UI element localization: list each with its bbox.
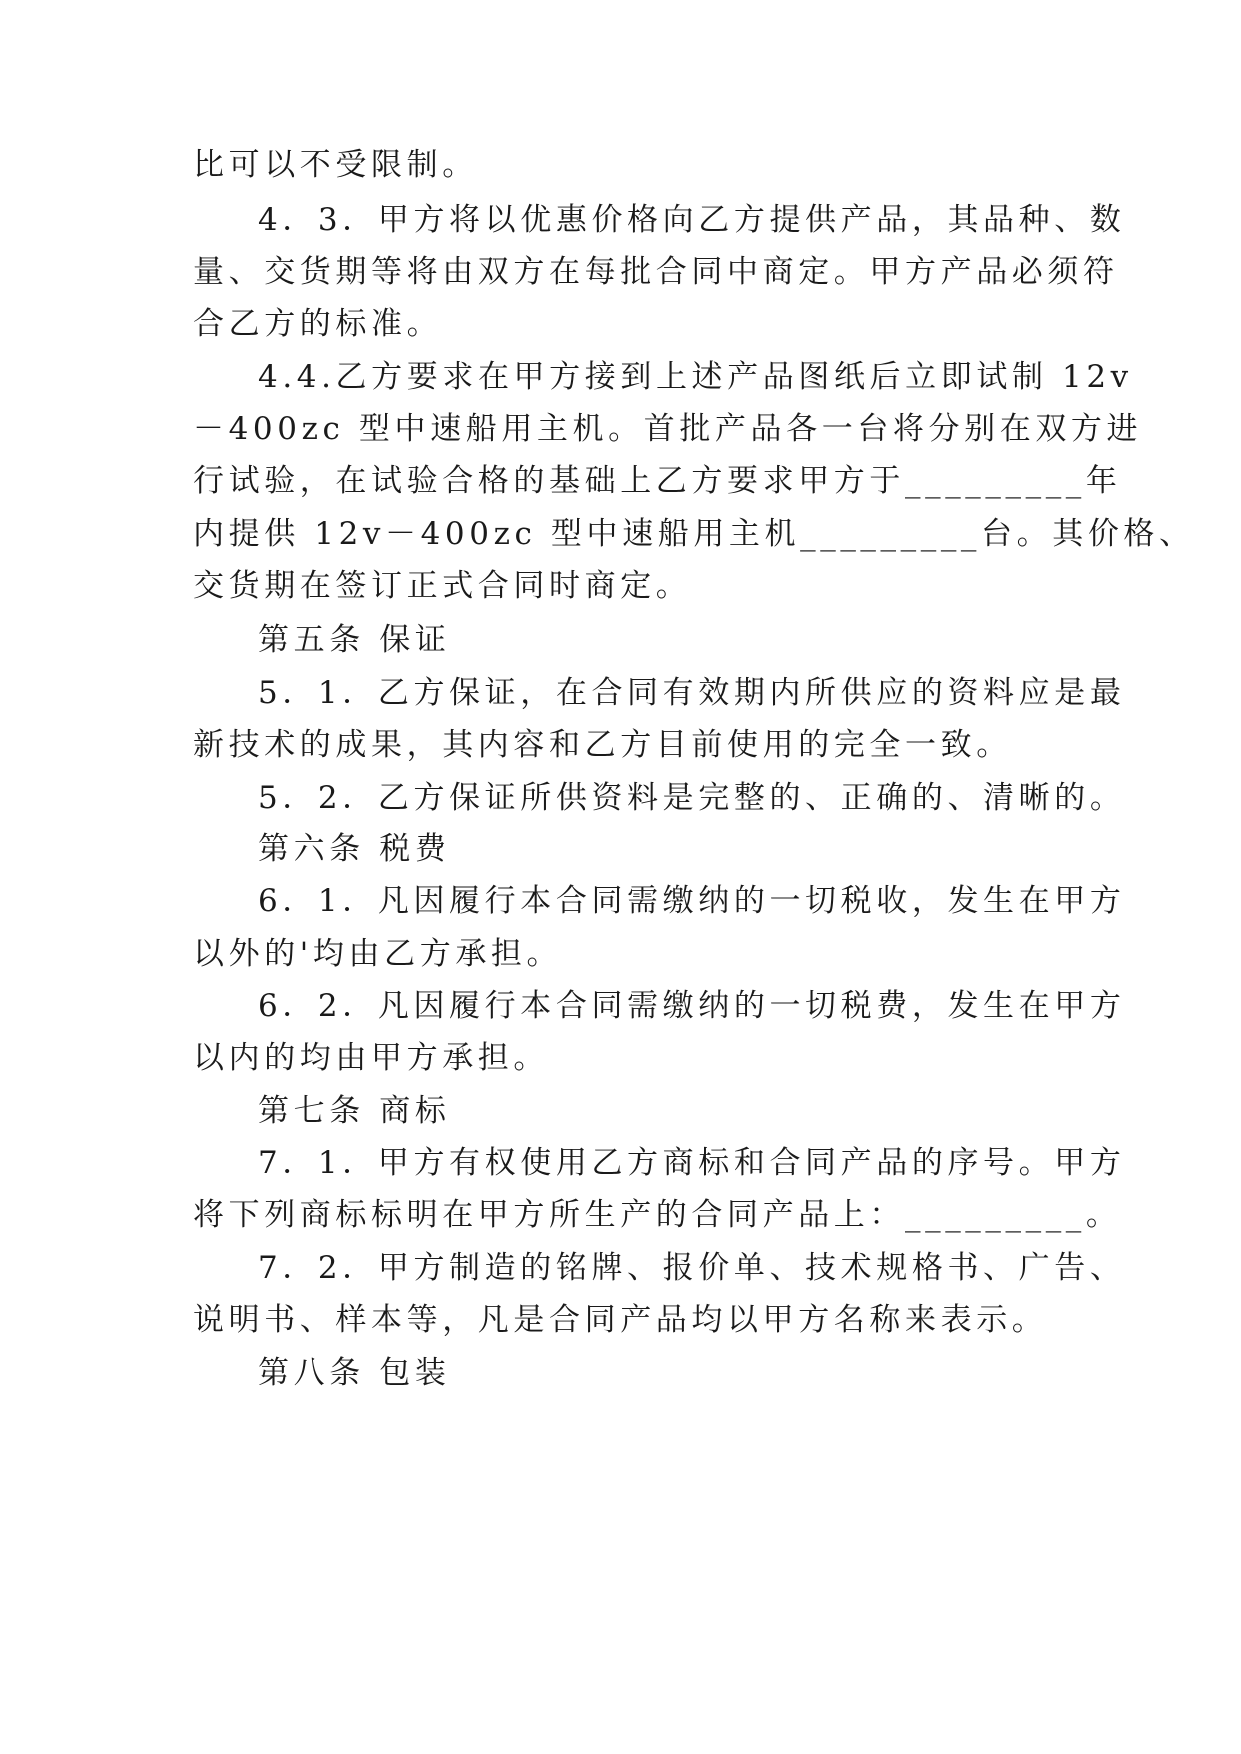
clause-6-2-line-2: 以内的均由甲方承担。 xyxy=(193,1040,549,1076)
clause-6-1-line-1: 6．1．凡因履行本合同需缴纳的一切税收，发生在甲方 xyxy=(258,883,1126,919)
clause-4-4-line-3: 行试验，在试验合格的基础上乙方要求甲方于_________年 xyxy=(193,463,1122,499)
clause-7-2-line-2: 说明书、样本等，凡是合同产品均以甲方名称来表示。 xyxy=(193,1302,1048,1338)
section-heading-7: 第七条 商标 xyxy=(258,1093,451,1129)
clause-6-1-line-2: 以外的'均由乙方承担。 xyxy=(193,936,563,972)
clause-4-4-line-4: 内提供 12v－400zc 型中速船用主机_________台。其价格、 xyxy=(193,516,1195,552)
clause-4-4-line-5: 交货期在签订正式合同时商定。 xyxy=(193,568,692,604)
clause-7-2-line-1: 7．2．甲方制造的铭牌、报价单、技术规格书、广告、 xyxy=(258,1250,1126,1286)
clause-4-4-line-2: －400zc 型中速船用主机。首批产品各一台将分别在双方进 xyxy=(193,411,1143,447)
paragraph-line: 比可以不受限制。 xyxy=(193,147,478,183)
clause-5-1-line-2: 新技术的成果，其内容和乙方目前使用的完全一致。 xyxy=(193,727,1012,763)
section-heading-5: 第五条 保证 xyxy=(258,622,451,658)
clause-7-1-line-1: 7．1．甲方有权使用乙方商标和合同产品的序号。甲方 xyxy=(258,1145,1126,1181)
clause-4-3-line-3: 合乙方的标准。 xyxy=(193,306,443,342)
clause-7-1-line-2: 将下列商标标明在甲方所生产的合同产品上：_________。 xyxy=(193,1197,1122,1233)
clause-6-2-line-1: 6．2．凡因履行本合同需缴纳的一切税费，发生在甲方 xyxy=(258,988,1126,1024)
clause-5-1-line-1: 5．1．乙方保证，在合同有效期内所供应的资料应是最 xyxy=(258,675,1126,711)
clause-5-2-line-1: 5．2．乙方保证所供资料是完整的、正确的、清晰的。 xyxy=(258,780,1126,816)
section-heading-6: 第六条 税费 xyxy=(258,831,451,867)
section-heading-8: 第八条 包装 xyxy=(258,1355,451,1391)
clause-4-3-line-1: 4．3．甲方将以优惠价格向乙方提供产品，其品种、数 xyxy=(258,202,1126,238)
clause-4-3-line-2: 量、交货期等将由双方在每批合同中商定。甲方产品必须符 xyxy=(193,254,1119,290)
clause-4-4-line-1: 4.4.乙方要求在甲方接到上述产品图纸后立即试制 12v xyxy=(258,359,1133,395)
